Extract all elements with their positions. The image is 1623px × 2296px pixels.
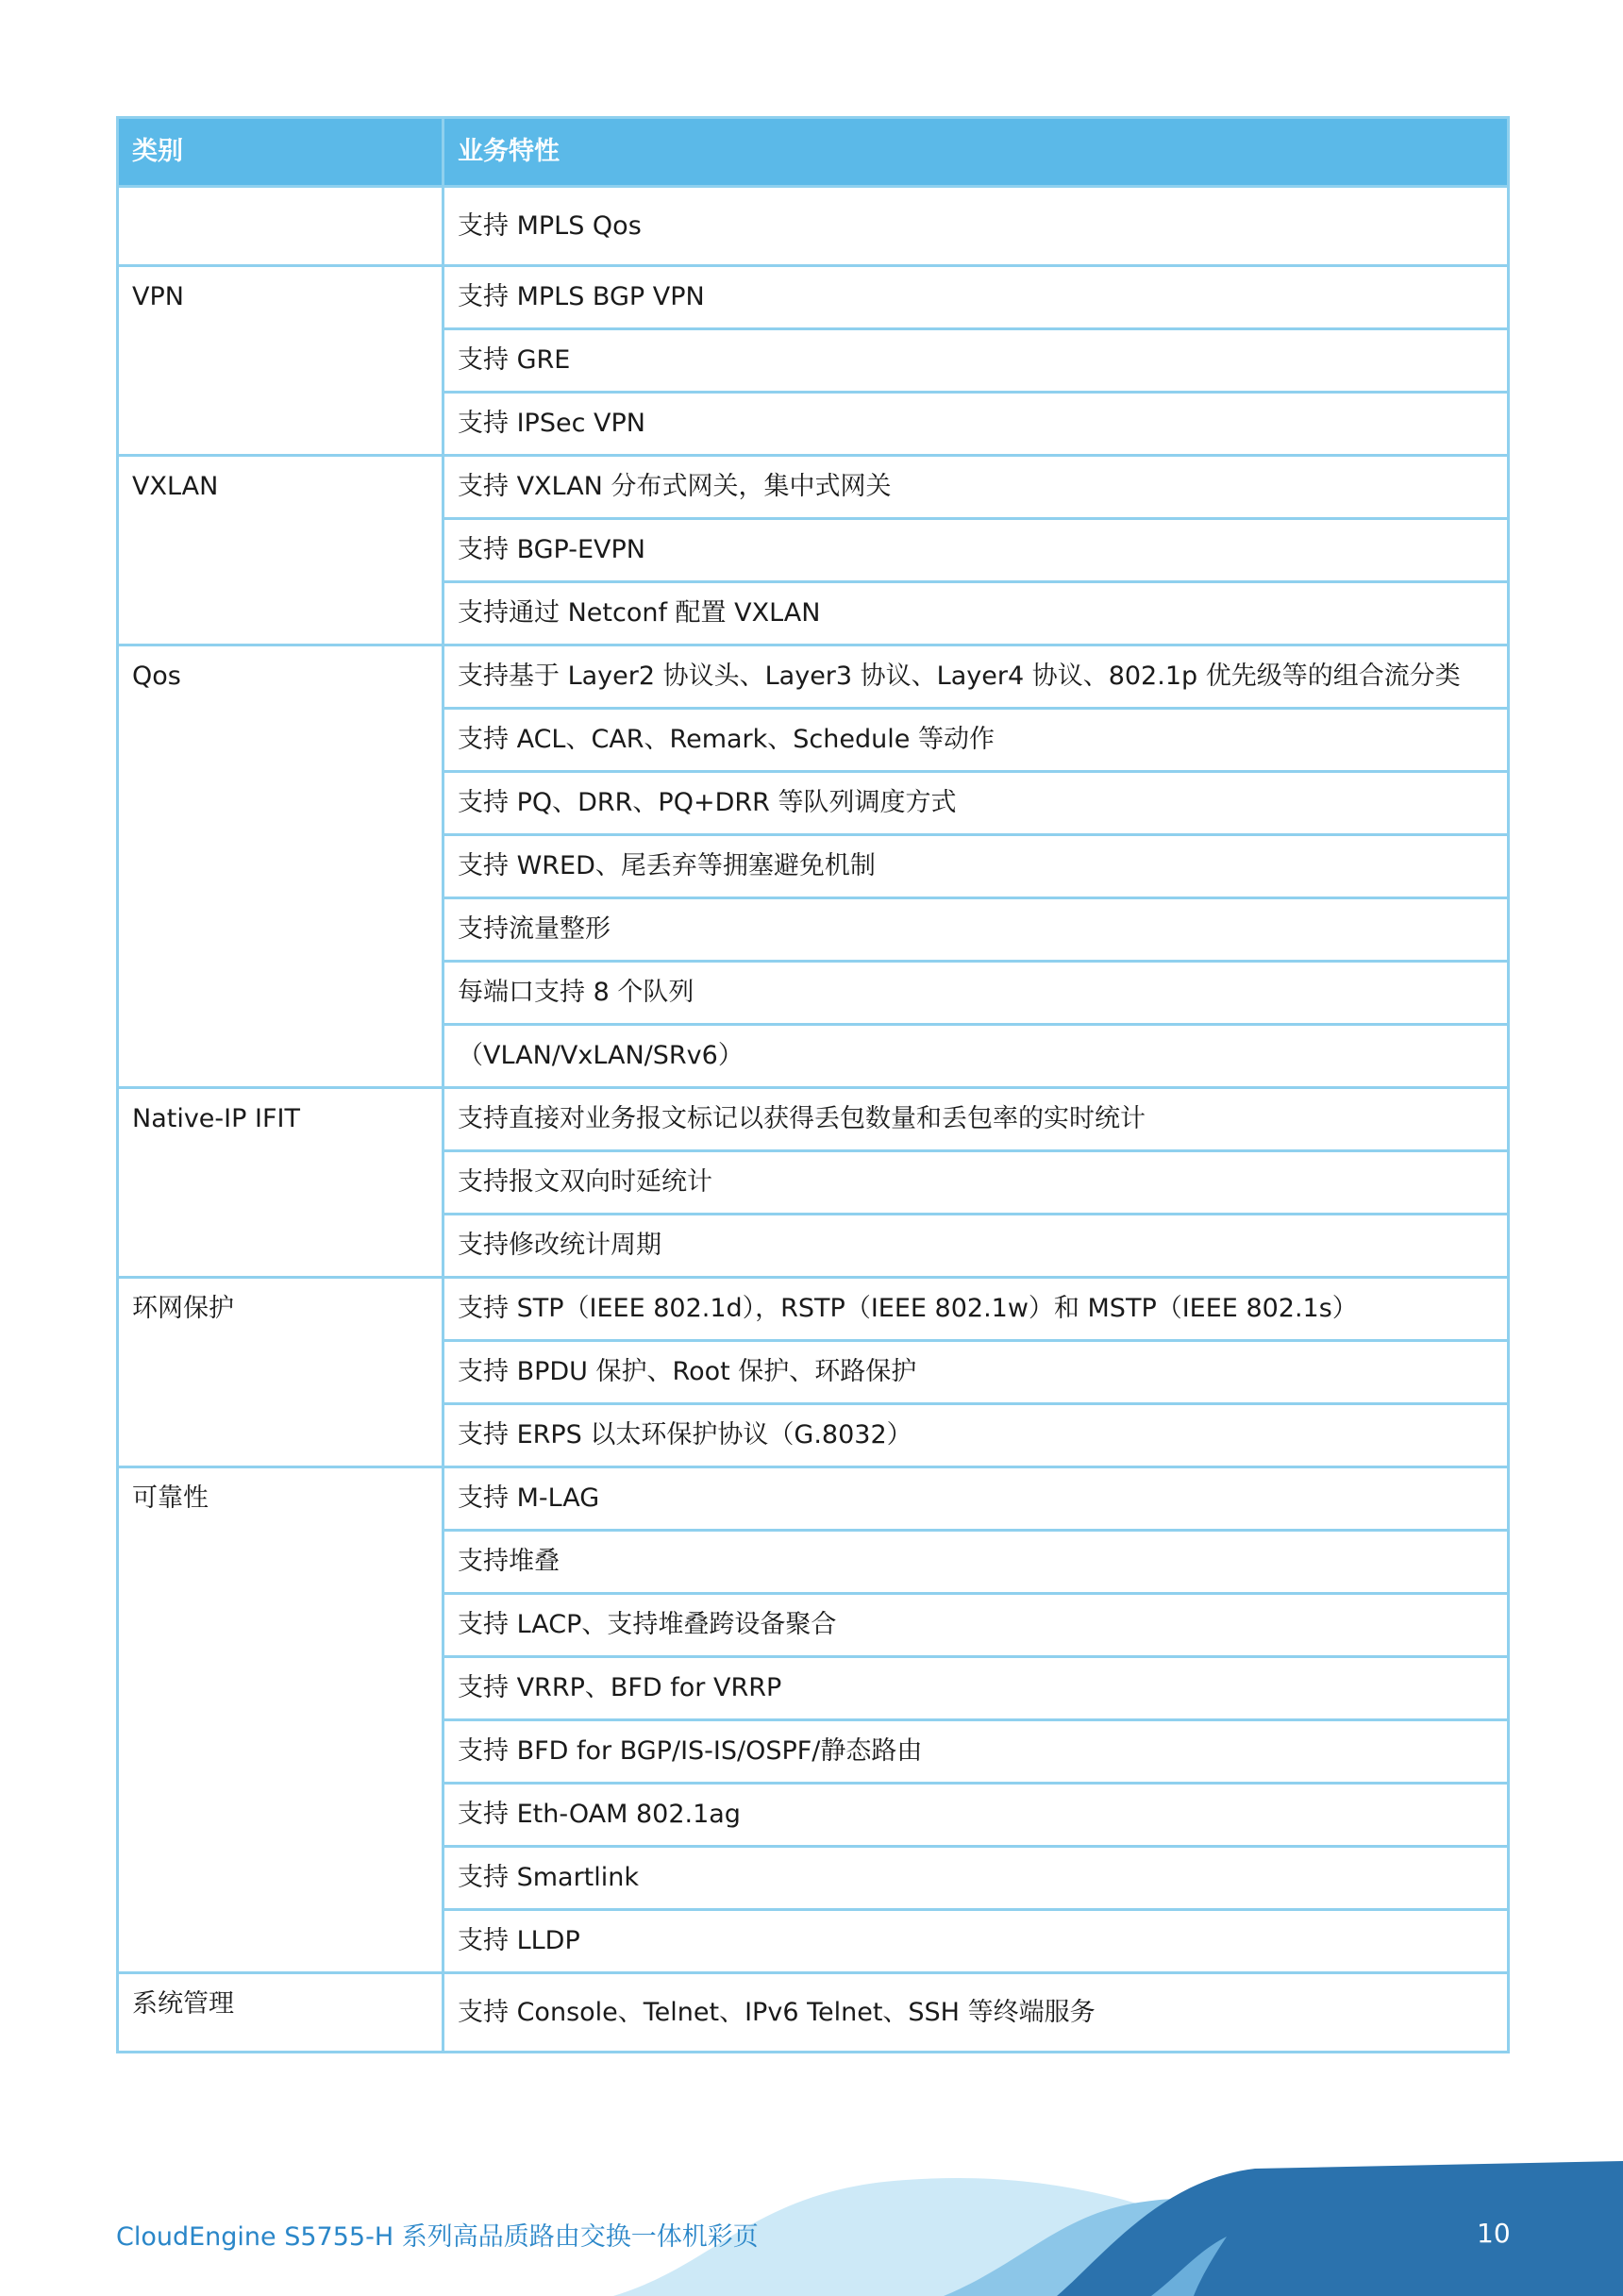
feature-cell: 支持 Eth-OAM 802.1ag [443, 1784, 1509, 1847]
feature-cell: 支持 LLDP [443, 1910, 1509, 1973]
footer-title: CloudEngine S5755-H 系列高品质路由交换一体机彩页 [116, 2222, 759, 2252]
feature-cell: 支持 BGP-EVPN [443, 519, 1509, 582]
feature-cell: 支持 STP（IEEE 802.1d），RSTP（IEEE 802.1w）和 MSTP（IEEE 802.1s） [443, 1278, 1509, 1341]
feature-cell: 支持 BPDU 保护、Root 保护、环路保护 [443, 1341, 1509, 1404]
feature-cell: 支持堆叠 [443, 1531, 1509, 1594]
feature-cell: 支持 WRED、尾丢弃等拥塞避免机制 [443, 835, 1509, 898]
feature-cell: 支持直接对业务报文标记以获得丢包数量和丢包率的实时统计 [443, 1088, 1509, 1151]
feature-cell: 支持基于 Layer2 协议头、Layer3 协议、Layer4 协议、802.1p 优先级等的组合流分类 [443, 645, 1509, 709]
feature-cell: 支持 VRRP、BFD for VRRP [443, 1657, 1509, 1720]
category-cell [118, 187, 443, 266]
feature-cell: （VLAN/VxLAN/SRv6） [443, 1025, 1509, 1088]
feature-cell: 支持 PQ、DRR、PQ+DRR 等队列调度方式 [443, 772, 1509, 835]
table-row [118, 1088, 1509, 1151]
feature-cell: 支持 LACP、支持堆叠跨设备聚合 [443, 1594, 1509, 1657]
feature-cell: 支持 IPSec VPN [443, 393, 1509, 456]
category-cell: 环网保护 [118, 1278, 443, 1467]
feature-cell: 支持 MPLS BGP VPN [443, 266, 1509, 329]
feature-cell: 支持 ACL、CAR、Remark、Schedule 等动作 [443, 709, 1509, 772]
page-number: 10 [1477, 2218, 1511, 2249]
table-header-row [118, 118, 1509, 187]
category-cell: VXLAN [118, 456, 443, 645]
table-row [118, 1973, 1509, 2053]
category-cell: 可靠性 [118, 1467, 443, 1973]
table-row [118, 187, 1509, 266]
feature-cell: 支持 ERPS 以太环保护协议（G.8032） [443, 1404, 1509, 1467]
feature-cell: 支持 M-LAG [443, 1467, 1509, 1531]
feature-cell: 支持 GRE [443, 329, 1509, 393]
feature-cell: 支持 Smartlink [443, 1847, 1509, 1910]
feature-cell: 支持 Console、Telnet、IPv6 Telnet、SSH 等终端服务 [443, 1973, 1509, 2053]
table-row [118, 645, 1509, 709]
feature-cell: 支持流量整形 [443, 898, 1509, 962]
feature-cell: 支持 BFD for BGP/IS-IS/OSPF/静态路由 [443, 1720, 1509, 1784]
category-cell: VPN [118, 266, 443, 456]
feature-cell: 每端口支持 8 个队列 [443, 962, 1509, 1025]
table-row [118, 266, 1509, 329]
table-row [118, 1278, 1509, 1341]
category-cell: Native-IP IFIT [118, 1088, 443, 1278]
feature-cell: 支持 MPLS Qos [443, 187, 1509, 266]
feature-cell: 支持 VXLAN 分布式网关，集中式网关 [443, 456, 1509, 519]
feature-cell: 支持报文双向时延统计 [443, 1151, 1509, 1215]
feature-cell: 支持通过 Netconf 配置 VXLAN [443, 582, 1509, 645]
header-feature: 业务特性 [443, 118, 1509, 187]
feature-cell: 支持修改统计周期 [443, 1215, 1509, 1278]
category-cell: Qos [118, 645, 443, 1088]
table-row [118, 456, 1509, 519]
header-category: 类别 [118, 118, 443, 187]
table-row [118, 1467, 1509, 1531]
feature-table [116, 116, 1510, 2053]
category-cell: 系统管理 [118, 1973, 443, 2053]
